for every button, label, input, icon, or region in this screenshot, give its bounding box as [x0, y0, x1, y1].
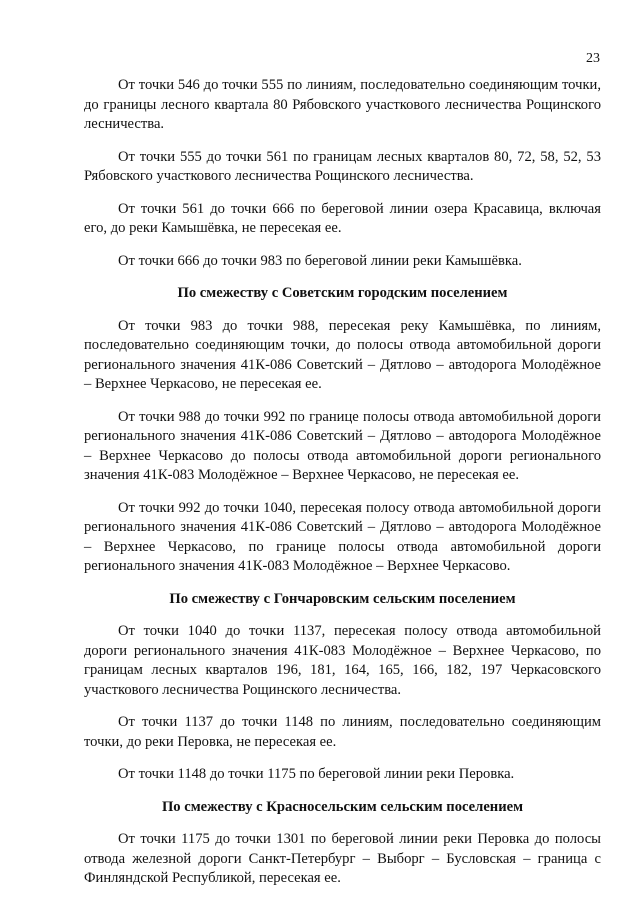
- paragraph: От точки 1137 до точки 1148 по линиям, последовательно соединяющим точки, до реки Перовка, не пересекая ее.: [84, 714, 601, 750]
- paragraph: От точки 555 до точки 561 по границам лесных кварталов 80, 72, 58, 52, 53 Рябовского участкового лесничества Рощинского лесничества.: [84, 148, 601, 184]
- document-body: [84, 76, 601, 902]
- paragraph: От точки 666 до точки 983 по береговой линии реки Камышёвка.: [118, 252, 522, 269]
- paragraph: От точки 546 до точки 555 по линиям, последовательно соединяющим точки, до границы лесного квартала 80 Рябовского участкового лесничества Рощинского лесничества.: [84, 77, 601, 132]
- paragraph: От точки 561 до точки 666 по береговой линии озера Красавица, включая его, до реки Камышёвка, не пересекая ее.: [84, 200, 601, 236]
- paragraph: От точки 988 до точки 992 по границе полосы отвода автомобильной дороги регионального значения 41К-086 Советский – Дятлово – автодорога Молодёжное – Верхнее Черкасово до полосы отвода автомобильной дороги регионального значения 41К-083 Молодёжное – Верхнее Черкасово, не пересекая ее.: [84, 408, 601, 483]
- section-heading: По смежеству с Красносельским сельским поселением: [161, 798, 524, 815]
- paragraph: От точки 1175 до точки 1301 по береговой линии реки Перовка до полосы отвода железной дороги Санкт-Петербург – Выборг – Бусловская – граница с Финляндской Республикой, пересекая ее.: [84, 831, 601, 886]
- paragraph: От точки 1040 до точки 1137, пересекая полосу отвода автомобильной дороги регионального значения 41К-083 Молодёжное – Верхнее Черкасово, по границам лесных кварталов 196, 181, 164, 165, 166, 182, 197 Черкасовского участкового лесничества Рощинского лесничества.: [84, 623, 601, 698]
- page-number: 23: [586, 51, 600, 66]
- paragraph: От точки 1148 до точки 1175 по береговой линии реки Перовка.: [118, 766, 515, 782]
- paragraph: От точки 992 до точки 1040, пересекая полосу отвода автомобильной дороги регионального значения 41К-086 Советский – Дятлово – автодорога Молодёжное – Верхнее Черкасово, по границе полосы отвода автомобильной дороги регионального значения 41К-083 Молодёжное – Верхнее Черкасово.: [84, 499, 601, 574]
- paragraph: От точки 983 до точки 988, пересекая реку Камышёвка, по линиям, последовательно соединяющим точки, до полосы отвода автомобильной дороги регионального значения 41К-086 Советский – Дятлово – автодорога Молодёжное – Верхнее Черкасово, не пересекая ее.: [84, 317, 601, 392]
- section-heading: По смежеству с Гончаровским сельским поселением: [169, 590, 516, 607]
- section-heading: По смежеству с Советским городским поселением: [177, 285, 508, 301]
